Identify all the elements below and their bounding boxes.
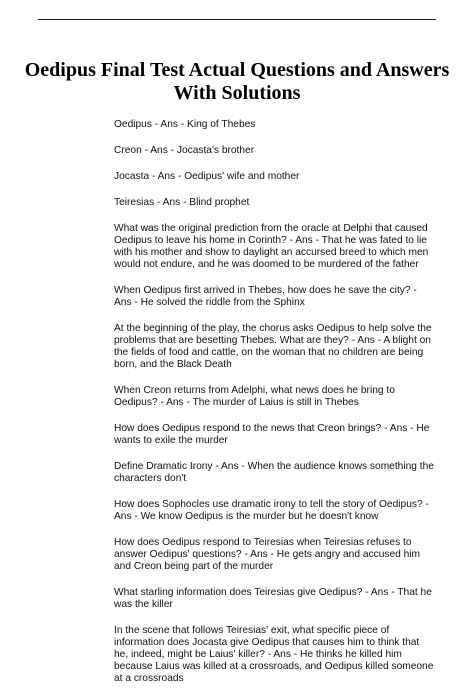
question-answer-list <box>114 119 436 699</box>
qa-item: Teiresias - Ans - Blind prophet <box>114 197 250 208</box>
qa-item: How does Oedipus respond to Teiresias when Teiresias refuses to answer Oedipus' questions? - Ans - He gets angry and accused him and Creon being part of the murder <box>114 537 421 572</box>
qa-item: How does Oedipus respond to the news that Creon brings? - Ans - He wants to exile the murder <box>114 423 430 446</box>
header-rule <box>38 19 436 20</box>
qa-item: What was the original prediction from the oracle at Delphi that caused Oedipus to leave his home in Corinth? - Ans - That he was fated to lie with his mother and show to daylight an accursed breed to which men would not endure, and he was doomed to be murdered of the father <box>114 223 429 270</box>
qa-item: When Oedipus first arrived in Thebes, how does he save the city? - Ans - He solved the riddle from the Sphinx <box>114 285 417 308</box>
qa-item: In the scene that follows Teiresias' exit, what specific piece of information does Jocasta give Oedipus that causes him to think that he, indeed, might be Laius' killer? - Ans - He thinks he killed him because Laius was killed at a crossroads, and Oedipus killed someone at a crossroads <box>114 625 434 684</box>
qa-item: Define Dramatic Irony - Ans - When the audience knows something the characters don't <box>114 461 434 484</box>
qa-item: What starling information does Teiresias give Oedipus? - Ans - That he was the killer <box>114 587 432 610</box>
qa-item: Oedipus - Ans - King of Thebes <box>114 119 256 130</box>
qa-item: How does Sophocles use dramatic irony to tell the story of Oedipus? - Ans - We know Oedipus is the murder but he doesn't know <box>114 499 429 522</box>
qa-item: When Creon returns from Adelphi, what news does he bring to Oedipus? - Ans - The murder of Laius is still in Thebes <box>114 385 395 408</box>
qa-item: Jocasta - Ans - Oedipus' wife and mother <box>114 171 300 182</box>
qa-item: At the beginning of the play, the chorus asks Oedipus to help solve the problems that are besetting Thebes. What are they? - Ans - A blight on the fields of food and cattle, on the woman that no children are being born, and the Black Death <box>114 323 432 370</box>
qa-item: Creon - Ans - Jocasta's brother <box>114 145 255 156</box>
document-title: Oedipus Final Test Actual Questions and Answers With Solutions <box>24 59 450 104</box>
